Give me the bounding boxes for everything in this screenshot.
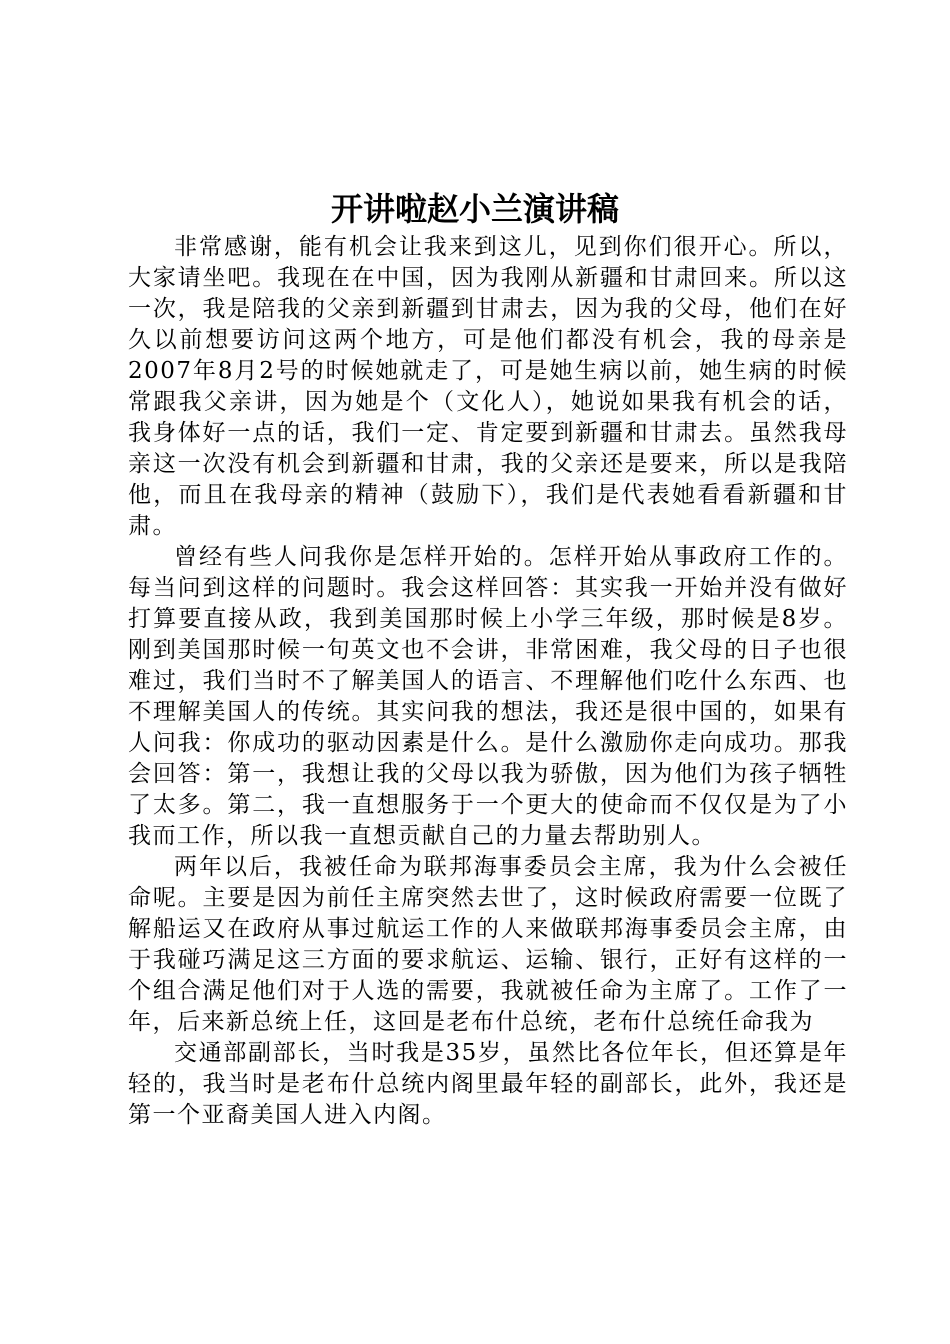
paragraph-1: 非常感谢，能有机会让我来到这儿，见到你们很开心。所以，大家请坐吧。我现在在中国，因为我刚从新疆和甘肃回来。所以这一次，我是陪我的父亲到新疆到甘肃去，因为我的父母，他们在好久以前想要访问这两个地方，可是他们都没有机会，我的母亲是2007年8月2号的时候她就走了，可是她生病以前，她生病的时候常跟我父亲讲，因为她是个（文化人），她说如果我有机会的话，我身体好一点的话，我们一定、肯定要到新疆和甘肃去。虽然我母亲这一次没有机会到新疆和甘肃，我的父亲还是要来，所以是我陪他，而且在我母亲的精神（鼓励下），我们是代表她看看新疆和甘肃。 — [128, 234, 848, 539]
paragraph-3: 两年以后，我被任命为联邦海事委员会主席，我为什么会被任命呢。主要是因为前任主席突然去世了，这时候政府需要一位既了解船运又在政府从事过航运工作的人来做联邦海事委员会主席，由于我碰巧满足这三方面的要求航运、运输、银行，正好有这样的一个组合满足他们对于人选的需要，我就被任命为主席了。工作了一年，后来新总统上任，这回是老布什总统，老布什总统任命我为 — [128, 854, 848, 1035]
paragraph-2: 曾经有些人问我你是怎样开始的。怎样开始从事政府工作的。每当问到这样的问题时。我会这样回答：其实我一开始并没有做好打算要直接从政，我到美国那时候上小学三年级，那时候是8岁。刚到美国那时候一句英文也不会讲，非常困难，我父母的日子也很难过，我们当时不了解美国人的语言、不理解他们吃什么东西、也不理解美国人的传统。其实问我的想法，我还是很中国的，如果有人问我：你成功的驱动因素是什么。是什么激励你走向成功。那我会回答：第一，我想让我的父母以我为骄傲，因为他们为孩子牺牲了太多。第二，我一直想服务于一个更大的使命而不仅仅是为了小我而工作，所以我一直想贡献自己的力量去帮助别人。 — [128, 544, 848, 849]
document-title: 开讲啦赵小兰演讲稿 — [330, 190, 619, 228]
document-body — [128, 232, 848, 1131]
paragraph-4: 交通部副部长，当时我是35岁，虽然比各位年长，但还算是年轻的，我当时是老布什总统内阁里最年轻的副部长，此外，我还是第一个亚裔美国人进入内阁。 — [128, 1040, 848, 1128]
